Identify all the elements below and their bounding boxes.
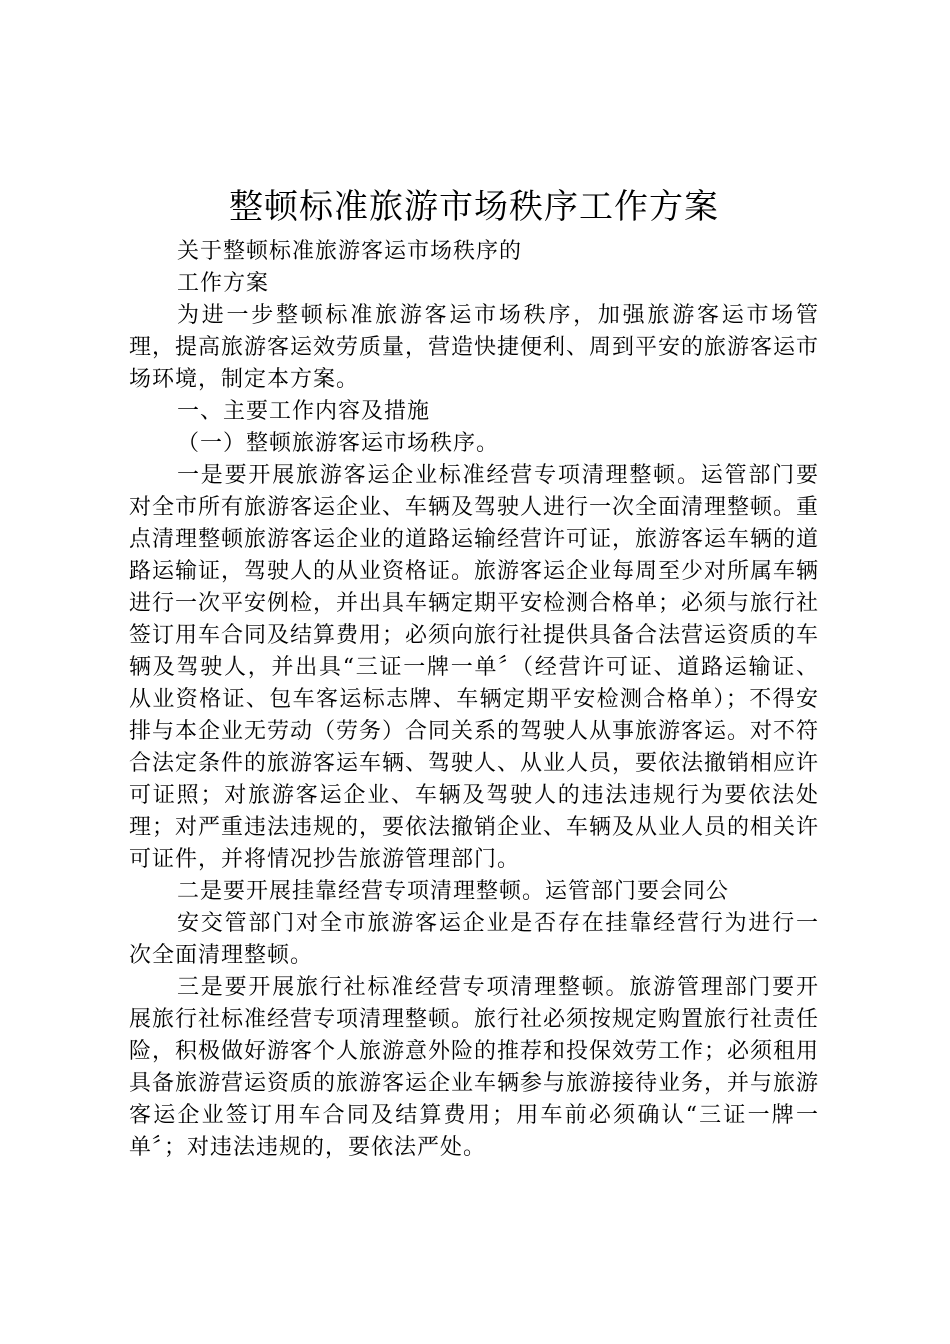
document-body	[129, 236, 819, 1164]
intro-paragraph: 为进一步整顿标准旅游客运市场秩序，加强旅游客运市场管理，提高旅游客运效劳质量，营造快捷便利、周到平安的旅游客运市场环境，制定本方案。	[129, 303, 820, 392]
document-title: 整顿标准旅游市场秩序工作方案	[229, 187, 719, 227]
paragraph-item-2: 二是要开展挂靠经营专项清理整顿。运管部门要会同公	[177, 879, 730, 904]
paragraph-item-2-continued: 安交管部门对全市旅游客运企业是否存在挂靠经营行为进行一次全面清理整顿。	[129, 911, 819, 968]
paragraph-item-3: 三是要开展旅行社标准经营专项清理整顿。旅游管理部门要开展旅行社标准经营专项清理整顿。旅行社必须按规定购置旅行社责任险，积极做好游客个人旅游意外险的推荐和投保效劳工作；必须租用具备旅游营运资质的旅游客运企业车辆参与旅游接待业务，并与旅游客运企业签订用车合同及结算费用；用车前必须确认“三证一牌一单〞；对违法违规的，要依法严处。	[129, 975, 820, 1160]
subtitle-line-2: 工作方案	[177, 271, 270, 296]
subsection-heading: （一）整顿旅游客运市场秩序。	[177, 431, 500, 456]
section-heading: 一、主要工作内容及措施	[177, 399, 431, 424]
paragraph-item-1: 一是要开展旅游客运企业标准经营专项清理整顿。运管部门要对全市所有旅游客运企业、车辆及驾驶人进行一次全面清理整顿。重点清理整顿旅游客运企业的道路运输经营许可证，旅游客运车辆的道路运输证，驾驶人的从业资格证。旅游客运企业每周至少对所属车辆进行一次平安例检，并出具车辆定期平安检测合格单；必须与旅行社签订用车合同及结算费用；必须向旅行社提供具备合法营运资质的车辆及驾驶人，并出具“三证一牌一单〞（经营许可证、道路运输证、从业资格证、包车客运标志牌、车辆定期平安检测合格单）；不得安排与本企业无劳动（劳务）合同关系的驾驶人从事旅游客运。对不符合法定条件的旅游客运车辆、驾驶人、从业人员，要依法撤销相应许可证照；对旅游客运企业、车辆及驾驶人的违法违规行为要依法处理；对严重违法违规的，要依法撤销企业、车辆及从业人员的相关许可证件，并将情况抄告旅游管理部门。	[129, 463, 820, 872]
subtitle-line-1: 关于整顿标准旅游客运市场秩序的	[177, 239, 523, 264]
